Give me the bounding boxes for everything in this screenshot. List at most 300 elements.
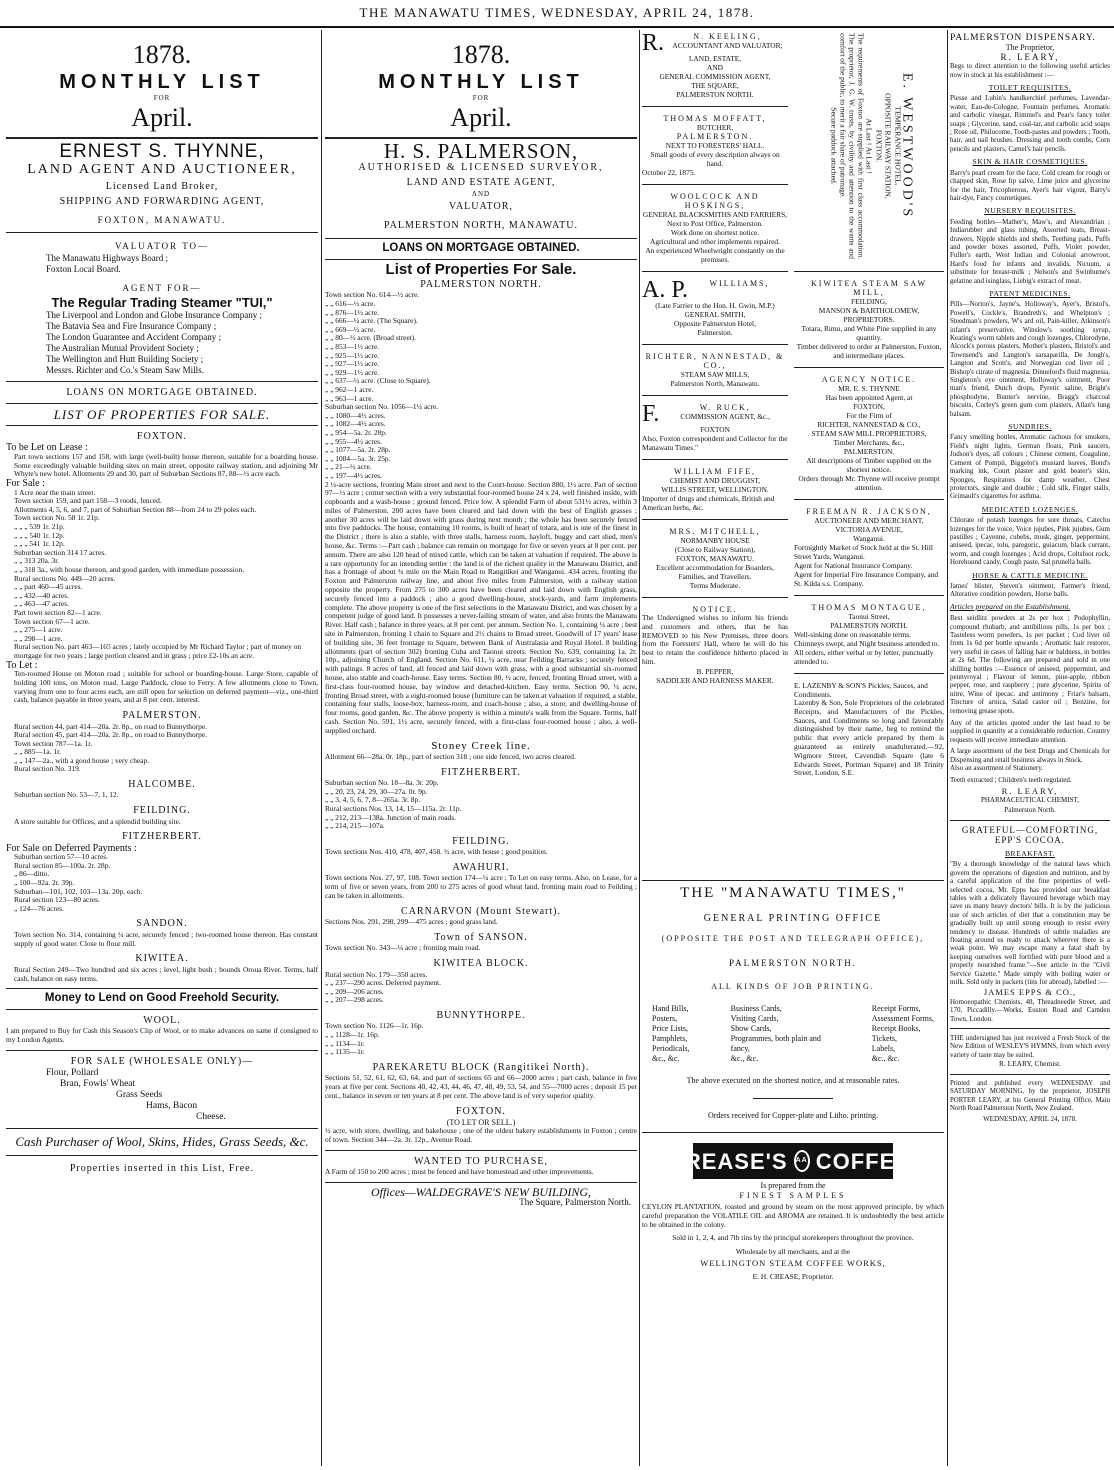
list-item: The Batavia Sea and Fire Insurance Company ; <box>46 321 217 332</box>
list-item: „ „ 963—1 acre. <box>325 393 374 403</box>
jackson-ad <box>794 505 944 590</box>
foxton-sub: (TO LET OR SELL.) <box>446 1117 516 1127</box>
williams-ad <box>642 277 788 339</box>
fitzherbert-heading: FITZHERBERT. <box>122 831 202 843</box>
wool-heading: WOOL. <box>143 1014 181 1026</box>
masthead: THE MANAWATU TIMES, WEDNESDAY, APRIL 24, 1878. <box>359 5 755 20</box>
surveyor-name: H. S. PALMERSON, <box>383 139 579 164</box>
ad-line: GENERAL SMITH, <box>684 310 746 319</box>
list-item: „ „ 207—298 acres. <box>325 995 384 1005</box>
sanson-text: Town section No. 343—¼ acre ; fronting main road. <box>325 943 481 953</box>
rule <box>950 1028 1110 1029</box>
list-item: „ „ 212, 213—138a. Junction of main roads. <box>325 812 456 822</box>
moffatt-ad <box>642 112 788 179</box>
ad-name: AGENCY NOTICE. <box>821 375 917 384</box>
ad-line: PALMERSTON. <box>676 132 754 141</box>
list-item: „ 86—ditto. <box>14 869 50 879</box>
fitzherbert-list <box>6 853 318 913</box>
rule <box>794 271 944 272</box>
any-text: Any of the articles quoted under the last head to be supplied in quantity at a considerable reduction. Country requests will receive immediate attention. <box>950 719 1110 744</box>
ad-line: Fortnightly Market of Stock held at the St. Hill Street Yards, Wanganui. <box>794 543 933 561</box>
rule <box>642 184 788 185</box>
list-item: Suburban section 314 17 acres. <box>14 547 107 557</box>
list-item: „ „ 885—1a. 1r. <box>14 747 61 757</box>
wool-text: I am prepared to Buy for Cash this Season's Clip of Wool, or to make advances on same if consigned to my London Agents. <box>6 1026 318 1045</box>
year: 1878. <box>132 40 192 69</box>
list-item: Price Lists, <box>652 1024 688 1034</box>
printing-office-ad <box>642 875 944 1281</box>
ad-line: Wanganui. <box>853 534 885 543</box>
ad-name: E. LAZENBY & SON'S Pickles, Sauces, and Condiments. <box>794 681 928 699</box>
for-sale: For Sale : <box>6 478 45 490</box>
list-item: „ „ 929—1½ acre. <box>325 367 379 377</box>
ad-line: The requirements of Foxton are supplied with first class accommodation. The proprietor, J. G. W. trusts, by civility and attention to the wants and comfort of the public, to merit a fair share of patronage. <box>838 33 866 259</box>
list-item: „ „ 432—40 acres. <box>14 590 69 600</box>
list-item: &c., &c. <box>730 1054 759 1064</box>
foxton-heading: FOXTON. <box>137 431 187 443</box>
list-item: Rural section No. 319. <box>14 764 81 774</box>
list-item: Suburban section No. 18—8a. 3r. 20p. <box>325 778 439 788</box>
bunnythorpe-list <box>325 1022 637 1056</box>
list-item: Town section 67—1 acre. <box>14 616 90 626</box>
ad-name: THOMAS MONTAGUE, <box>811 603 927 612</box>
list-item: Rural section 45, part 414—20a. 2r. 8p., on road to Bunnythorpe. <box>14 730 207 740</box>
westwood-ad <box>792 30 944 262</box>
finest: FINEST SAMPLES <box>739 1190 847 1200</box>
list-item: „ „ 298—1 acre. <box>14 633 63 643</box>
rule <box>794 673 944 674</box>
ad-line: Also, Foxton correspondent and Collector for the Manawatu Times." <box>642 434 788 452</box>
patent-heading: PATENT MEDICINES. <box>989 288 1071 298</box>
list-heading: List of Properties For Sale. <box>385 260 577 278</box>
coffee-proprietor: E. H. CREASE, Proprietor. <box>752 1271 834 1281</box>
wholesale-text: Wholesale by all merchants, and at the <box>735 1246 851 1256</box>
ad-line: PALMERSTON NORTH. <box>830 621 908 630</box>
list-item: „ „ 669—½ acre. <box>325 324 376 334</box>
ad-line: Orders through Mr. Thynne will receive prompt attention. <box>798 474 940 492</box>
richter-ad <box>642 350 788 390</box>
kiwitea-mill-ad <box>794 277 944 362</box>
ad-initial: R. <box>642 30 665 56</box>
fife-ad <box>642 465 788 514</box>
grateful: GRATEFUL—COMFORTING, <box>961 825 1099 836</box>
ad-line: PROPRIETORS. <box>843 315 895 324</box>
list-item: „ „ 318 3a., with house thereon, and good garden, with immediate possession. <box>14 564 245 574</box>
list-item: Flour, Pollard <box>46 1068 99 1079</box>
ad-line: NORMANBY HOUSE <box>680 536 750 545</box>
ad-line: AND <box>706 63 723 72</box>
list-item: Town section No. 58 1r. 21p. <box>14 513 100 523</box>
month: April. <box>131 103 193 133</box>
stoney-heading: Stoney Creek line. <box>431 739 531 752</box>
leary-name: R. LEARY, <box>1000 51 1060 62</box>
ad-line: BUTCHER, <box>696 123 734 132</box>
column-divider <box>947 30 948 1466</box>
valuator-to: VALUATOR TO— <box>114 240 210 251</box>
for-label: FOR <box>472 94 490 102</box>
list-item: The Manawatu Highways Board ; <box>46 252 168 263</box>
ad-line: FOXTON <box>700 425 730 434</box>
ad-line: AUCTIONEER AND MERCHANT, <box>814 516 924 525</box>
ad-line: GENERAL BLACKSMITHS AND FARRIERS, <box>642 210 788 219</box>
epps-text: "By a thorough knowledge of the natural laws which govern the operations of digestion and nutrition, and by a careful application of the fine properties of well-selected cocoa, Mr. Epps has provided our breakfast tables with a delicately flavoured beverage which may save us many heavy doctors' bills. It is by the judicious use of such articles of diet that a constitution may be gradually built up until strong enough to resist every tendency to disease. Hundreds of subtle maladies are floating around us ready to attack wherever there is a weak point. We may escape many a fatal shaft by keeping ourselves well fortified with pure blood and a properly nourished frame."—See article in the "Civil Service Gazette." Made simply with boiling water or milk. Sold only in packets (tins for abroad), labelled :— <box>950 860 1110 987</box>
list-item: „ „ 80—½ acre. (Broad street). <box>325 333 417 343</box>
ad-line: Timber Merchants, &c., <box>833 438 905 447</box>
list-item: „ „ 209—206 acres. <box>325 986 384 996</box>
list-item: „ „ 925—1½ acre. <box>325 350 379 360</box>
foxton-heading: FOXTON. <box>456 1105 506 1117</box>
monthly-list-heading: MONTHLY LIST <box>378 71 584 93</box>
surveyor-title: AUTHORISED & LICENSED SURVEYOR, <box>358 161 604 173</box>
rule <box>6 381 318 382</box>
assortment-text: A large assortment of the best Drugs and Chemicals for Dispensing and retail business always in Stock. <box>950 747 1110 764</box>
list-item: Receipt Books, <box>871 1024 921 1034</box>
list-item: „ „ 954—5a. 2r. 28p. <box>325 427 387 437</box>
general-printing: GENERAL PRINTING OFFICE <box>703 913 883 925</box>
halcombe-text: Suburban section No. 53—7, 1, 12. <box>14 790 119 800</box>
list-item: „ „ 313 20a. 3r. <box>14 556 60 566</box>
nursery-heading: NURSERY REQUISITES. <box>984 206 1076 216</box>
dispensary-title: PALMERSTON DISPENSARY. <box>950 33 1096 43</box>
sanson-heading: Town of SANSON. <box>434 931 528 943</box>
ad-line: GENERAL COMMISSION AGENT, <box>659 72 771 81</box>
list-item: The Australian Mutual Provident Society ; <box>46 343 199 354</box>
feilding-text: A store suitable for Offices, and a splendid building site. <box>14 816 181 826</box>
list-item: Posters, <box>652 1014 678 1024</box>
money-heading: Money to Lend on Good Freehold Security. <box>44 992 280 1005</box>
list-item: „ „ 1135—1r. <box>325 1047 365 1057</box>
ad-line: FOXTON, <box>853 402 885 411</box>
ad-line: Importer of drugs and chemicals, British and American herbs, &c. <box>642 494 775 512</box>
bunnythorpe-heading: BUNNYTHORPE. <box>436 1009 526 1021</box>
pepper-notice <box>642 603 788 687</box>
list-item: „ „ 3, 4, 5, 6, 7, 8—265a. 3r. 8p. <box>325 795 421 805</box>
executed: The above executed on the shortest notice, and at reasonable rates. <box>686 1076 900 1086</box>
dispensary-column <box>950 30 1110 1466</box>
offices: Offices—WALDEGRAVE'S NEW BUILDING, <box>370 1185 592 1200</box>
rule <box>642 395 788 396</box>
list-item: Rural section No. part 463—165 acres ; lately occupied by Mr Richard Taylor ; part of money on mortgage for two years ; large portion cleared and in grass ; price £2-10s an acre. <box>14 642 302 660</box>
wholesale-heading: FOR SALE (WHOLESALE ONLY)— <box>70 1055 254 1067</box>
list-item: „ „ „ 539 1r. 21p. <box>14 522 65 532</box>
crease-coffee-banner <box>667 1143 919 1179</box>
and-label: AND <box>471 189 491 198</box>
ad-line: Totara, Rimu, and White Pine supplied in any quantity. <box>801 324 937 342</box>
list-item: „ „ 955—4½ acres. <box>325 436 382 446</box>
list-item: Part town section 82—1 acre. <box>14 607 102 617</box>
ad-line: STEAM SAW MILLS, <box>680 370 750 379</box>
rule <box>6 1050 318 1051</box>
to-let-text: Ten-roomed House on Moton road ; suitable for school or boarding-house. Large Store, capable of holding 100 tons, on Moton road. Large Paddock, close to Ferry. A few allotments close to Town, varying from one to four acres each, are still open for selection on deferred payment—viz., one-third cash, balance payable in three years, and at 8 per cent. interest. <box>14 668 318 705</box>
list-item: „ „ 197—4½ acres. <box>325 470 382 480</box>
list-item: &c., &c. <box>652 1054 680 1064</box>
list-item: Town section No. 614—½ acre. <box>325 290 420 300</box>
ad-line: RICHTER, NANNESTAD & CO., <box>817 420 921 429</box>
list-item: „ „ 1080—4½ acres. <box>325 410 386 420</box>
rule <box>642 880 944 881</box>
list-item: Allotments 4, 5, 6, and 7, part of Suburban Section 88—from 24 to 29 poles each. <box>14 504 257 514</box>
ad-line: THE SQUARE, <box>691 81 739 90</box>
ad-line: LAND, ESTATE, <box>688 54 742 63</box>
stoney-text: Allotment 66—28a. 0r. 18p., part of section 318 ; one side fenced, two acres cleared. <box>325 752 576 762</box>
list-item: „ „ 927—1½ acre. <box>325 359 379 369</box>
ad-line: Work done on shortest notice. <box>670 228 760 237</box>
ad-line: All descriptions of Timber supplied on the shortest notice. <box>806 456 932 474</box>
ad-line: October 22, 1875. <box>642 168 696 177</box>
ad-line: Palmerston North, Manawatu. <box>670 379 760 388</box>
list-item: Suburban section No. 1056—1¼ acre. <box>325 402 439 412</box>
agent-list <box>6 310 318 376</box>
rule <box>794 595 944 596</box>
list-item: „ „ 237—290 acres. Deferred payment. <box>325 978 441 988</box>
palmerston-list <box>6 723 318 775</box>
carnarvon-text: Sections Nos. 291, 298, 299—475 acres ; good grass land. <box>325 917 498 927</box>
list-item: Assessment Forms, <box>871 1014 934 1024</box>
list-item: „ „ 637—½ acre. (Close to Square). <box>325 376 431 386</box>
ad-name: KIWITEA STEAM SAW MILL, <box>810 279 927 297</box>
thynne-column <box>6 30 318 1466</box>
ad-initial: F. <box>642 401 660 427</box>
ad-line: PALMERSTON NORTH. <box>676 90 754 99</box>
list-item: Show Cards, <box>730 1024 772 1034</box>
rule <box>794 499 944 500</box>
ad-line: MANSON & BARTHOLOMEW, <box>818 306 920 315</box>
list-item: The Liverpool and London and Globe Insurance Company ; <box>46 310 262 321</box>
ad-name: W. RUCK, <box>699 403 751 412</box>
ad-name: N. KEELING, <box>693 32 762 41</box>
list-item: The London Guarantee and Accident Company ; <box>46 332 221 343</box>
establishment-text: Best seidlitz powders at 2s per box ; Podophyllin, compound rhubarb, and antibilious pills, 1s per box ; Tasteless worm powders, 1s per packet ; Cod liver oil from 1s 6d per bottle upwards ; Aromatic hair restorer, very useful in cases of falling hair or baldness, in bottles at 2s 6d. The following are prepared and sold in one shilling bottles :—Essence of aniseed, peppermint, and pennyroyal ; Flavour of lemon, pine-apple, ribbon pepper, rose, and raspberry ; pure glycerine, Spirits of nitre, Wine of ipecac. and antimony ; Friar's balsam, Tincture of arnica, Salad castor oil ; Benzine, for removing grease spots. <box>950 614 1110 715</box>
ad-line: CHEMIST AND DRUGGIST, <box>669 476 761 485</box>
list-item: „ „ 666—¼ acre. (The Square). <box>325 316 418 326</box>
all-kinds: ALL KINDS OF JOB PRINTING. <box>711 982 875 992</box>
list-item: „ „ 147—2a., with a good house ; very cheap. <box>14 755 150 765</box>
fitzherbert-heading: FITZHERBERT. <box>441 766 521 778</box>
crease-left: CREASE'S <box>667 1148 788 1174</box>
establishment-heading: Articles prepared on the Establishment. <box>950 601 1071 611</box>
pn-text: 2 ½-acre sections, fronting Main street and next to the Court-house. Section 880, 1½ acre. Part of section 97—½ acre ; corner section with a very substantial four-roomed house 24 x 24, well finished inside, with cupboards and a wash-house ; ground fenced. Price low. A splendid Farm of about 531½ acres, within 3 miles of Palmerston. 200 acres have been cleared and laid down with the best of English grasses ; another 30 acres will be laid down with grass during next month ; the whole has been securely fenced into five paddocks. The house, containing 10 rooms, is built of heart of totara, and is one of the finest in the District ; there is also a stable, with three stalls, harness room, hayloft, buggy and cart shed, men's house, &c. Terms :—Part cash ; balance can remain on mortgage for five or seven years at 8 per cent. per annum. There are also 120 head of mixed cattle, which can be taken at valuation if required. The above is a rare opportunity for an intending settler : the land is of the richest quality in the Manawatu District, and has a frontage of about ¾ mile on the Main Road to Rangitikei and Wanganui. 434 acres, fronting the Foxton and Palmerston railway line, and about five miles from Palmerston, with a railway station opposite the property. From 275 to 300 acres have been cleared and laid down with English grass, securely fenced into a paddock ; also a good dwelling-house, stock-yards, and farm implements complete. The above property is one of the first selections in the Manawatu District, and was chosen by a competent judge of good land. It possesses a never-failing stream of water, and also fronts the Manawatu River. Half cash ; balance in three years, at 8 per cent. per annum. Section No. 1, containing ¼ acre ; best site in Palmerston, fronting 1 chain to Square and 2½ chains to Broad street. Goodwill of 17 years' lease of building site, 36 feet frontage to Square, between Bank of Australasia and Royal Hotel. 8 building allotments (part of section 302) fronting Cuba and Taonui streets. Section No. 639, containing 1a. 2r. 10p., adjoining Church of England. Section No. 611, ¼ acre, near Feilding Barracks ; securely fenced with palings. 8 acres of land, all fenced and laid down with grass, with a good substantial six-roomed house, also stable and coach-house. Easy terms. Section 80, ½ acre, fenced, fronting Broad street, with a first-class four-roomed house, bay window and detached-kitchen. Easy terms. Section 90, ¼ acre, fronting Broad street, with a eight-roomed house (furniture can be taken at valuation if required, a stable, containing four stalls, loose-box, harness-room, and coach-house ; also, a store, and dwelling-house of four rooms, good garden, &c. The above property is within a minute's walk from the Square. Terms, half cash. Section No. 591, 1½ acre, securely fenced, with a first-class four-roomed house ; also, a well-supplied orchard. <box>325 479 637 735</box>
ad-line: Agricultural and other implements repaired. <box>650 237 780 246</box>
ad-line: At Last ! At Last ! <box>864 118 874 174</box>
halcombe-heading: HALCOMBE. <box>128 779 196 791</box>
list-item: Programmes, both plain and fancy, <box>730 1034 821 1054</box>
ad-name: RICHTER, NANNESTAD, & CO., <box>645 352 785 370</box>
received-text: THE undersigned has just received a Fresh Stock of the New Edition of WESLEY'S HYMNS, from which every variety of taste may be suited. <box>950 1034 1110 1059</box>
list-item: Town section 787—1a. 1r. <box>14 738 93 748</box>
rule <box>325 1150 637 1151</box>
column-divider <box>639 30 640 1466</box>
ad-line: FEILDING, <box>851 297 887 306</box>
ad-line: Opposite Palmerston Hotel, <box>674 319 756 328</box>
square-address: The Square, Palmerston North. <box>519 1196 631 1207</box>
woolcock-ad <box>642 190 788 266</box>
crease-badge-icon: AA <box>794 1150 810 1172</box>
list-item: Town section 159, and part 158—3 roods, fenced. <box>14 496 162 506</box>
column-divider <box>321 30 322 1466</box>
ad-line: (Late Farrier to the Hon. H. Gwin, M.P.) <box>655 301 775 310</box>
list-item: „ „ 853—1½ acre. <box>325 342 379 351</box>
westwood-rotated <box>828 33 915 259</box>
rule <box>950 1074 1110 1075</box>
list-item: Tickets, <box>871 1034 898 1044</box>
list-item: Hand Bills, <box>652 1004 689 1014</box>
rule <box>6 137 318 139</box>
rule <box>6 232 318 233</box>
list-item: „ „ 21—½ acre. <box>325 462 372 472</box>
rule <box>6 1009 318 1010</box>
feilding-heading: FEILDING. <box>133 805 191 817</box>
rule <box>950 820 1110 821</box>
rule <box>325 259 637 260</box>
list-item: &c., &c. <box>871 1054 900 1064</box>
sundries-heading: SUNDRIES. <box>1008 422 1052 432</box>
printing-col <box>872 1004 934 1064</box>
valuator: VALUATOR, <box>449 201 513 213</box>
lazenby-ad <box>794 679 944 780</box>
ad-line: MR. E. S. THYNNE <box>838 384 900 393</box>
ad-name: NOTICE. <box>692 605 738 614</box>
printing-list <box>642 1004 944 1064</box>
rule <box>642 459 788 460</box>
ad-name: FREEMAN R. JACKSON, <box>806 507 932 516</box>
ad-line: COMMISSION AGENT, &c., <box>680 412 770 421</box>
kiwitea-text: Rural Section 249—Two hundred and six acres ; level, light bush ; bounds Oroua River. Terms, half cash, balance on easy terms. <box>14 964 318 983</box>
for-label: FOR <box>153 94 171 102</box>
parekaretu-heading: PAREKARETU BLOCK (Rangitikei North). <box>372 1061 590 1073</box>
place: FOXTON, MANAWATU. <box>97 214 227 225</box>
ad-line: FOXTON. <box>874 129 884 163</box>
rule <box>6 988 318 989</box>
wanted-text: A Farm of 150 to 200 acres ; must be fenced and have homestead and other improvements. <box>325 1167 594 1177</box>
sundries-text: Fancy smelling bottles, Aromatic cachous for smokers, Field's night lights, German floats, Pink saucers, Judson's dyes, all colours ; Chinese cement, Coaguline, Cement of Pompii, Biggelot's mustard leaves, Bond's marking ink, Court plaster and gold beater's skin, Sponges, Respirators for damp weather, Chest protectors, single and double ; Cold silk, Finger stalls, Grimault's cigarettes for asthma. <box>950 433 1110 501</box>
surveyor-line2: LAND AND ESTATE AGENT, <box>406 176 556 188</box>
palmerson-column <box>325 30 637 1466</box>
sandon-text: Town section No. 314, containing ¼ acre, securely fenced ; two-roomed house thereon. Has constant supply of good water. Close to flour mill. <box>14 929 318 948</box>
ad-name: WOOLCOCK AND HOSKINGS, <box>670 192 760 210</box>
ad-line: STEAM SAW MILL PROPRIETORS, <box>811 429 927 438</box>
horse-text: James' blister, Steven's ointment, Farmer's friend, Alterative condition powders, Horse balls. <box>950 581 1110 599</box>
rule <box>6 1155 318 1156</box>
printing-pn: PALMERSTON NORTH. <box>729 958 857 969</box>
list-item: „ „ 214, 215—107a. <box>325 821 385 831</box>
wholesale-list <box>6 1068 318 1123</box>
mitchell-ad <box>642 525 788 592</box>
rule <box>6 425 318 426</box>
list-item: Business Cards, <box>730 1004 782 1014</box>
ad-line: An experienced Wheelwright constantly on the premises. <box>645 246 785 264</box>
opposite: (OPPOSITE THE POST AND TELEGRAPH OFFICE), <box>661 934 925 944</box>
rule <box>6 403 318 404</box>
list-heading: LIST OF PROPERTIES FOR SALE. <box>53 406 271 422</box>
list-item: Rural sections No. 449—20 acres. <box>14 573 116 583</box>
ad-line: For the Firm of <box>846 411 892 420</box>
lozenge-text: Chlorate of potash lozenges for sore throats, Catechu lozenges for the voice, Voice jujubes, Pink jujubes, Gum pastilles ; Cayenne, cubebs, musk, ginger, peppermint, aniseed, ipecac, tolu, paregoric, guiacum, black currant, worm, and cough lozenges ; Acid drops, Coltsfoot rock, Horehound candy, Cough paste, Sal prunella balls. <box>950 516 1110 567</box>
nursery-text: Feeding bottles—Mather's, Maw's, and Alexandrian ; Indiarubber and glass tubing, Assorted teats, Breast-drawers, Nipple shields and shells, Teething pads, Puffs and powder boxes assorted, Puffs, Violet powder, Fuller's earth, West Indian and Colonial arrowroot, Hard's food for infants and invalids, Nicuum, a substitute for breast-milk ; Nelson's and Swinburne's gelatine and isinglass, Liebig's extract of meat. <box>950 217 1110 285</box>
list-item: Pamphlets, <box>652 1034 688 1044</box>
leary-chemist: R. LEARY, Chemist. <box>998 1059 1062 1069</box>
list-item: „ „ 463—47 acres. <box>14 599 69 609</box>
montague-ad <box>794 601 944 668</box>
pn-heading: PALMERSTON NORTH. <box>420 279 542 291</box>
agent-name: ERNEST S. THYNNE, <box>59 141 265 163</box>
rule <box>794 367 944 368</box>
teeth-text: Teeth extracted ; Children's teeth regulated. <box>950 775 1072 784</box>
coffee-works: WELLINGTON STEAM COFFEE WORKS, <box>700 1258 886 1269</box>
sold-text: Sold in 1, 2, 4, and 7lb tins by the principal storekeepers throughout the province. <box>672 1233 914 1243</box>
ceylon-text: CEYLON PLANTATION, roasted and ground by steam on the most approved principle, by which careful preparation the VOLATILE OIL and AROMA are retained. It is undoubtedly the best article to be obtained in the colony. <box>642 1202 944 1229</box>
ad-line: Taonui Street, <box>848 612 890 621</box>
wanted-heading: WANTED TO PURCHASE, <box>414 1155 548 1167</box>
agent-for: AGENT FOR— <box>122 282 202 293</box>
list-item: „ „ 1082—4½ acres. <box>325 419 386 429</box>
list-item: Labels, <box>871 1044 896 1054</box>
monthly-list-heading: MONTHLY LIST <box>59 71 265 93</box>
leary-name-2: R. LEARY, <box>1001 785 1059 796</box>
list-item: 1 Acre near the main street. <box>14 487 96 497</box>
toilet-heading: TOILET REQUISITES. <box>988 83 1072 93</box>
lozenge-heading: MEDICATED LOZENGES. <box>981 504 1079 514</box>
ad-line: WILLIS STREET, WELLINGTON. <box>661 485 769 494</box>
pharm-pn: Palmerston North. <box>1004 805 1056 814</box>
rule <box>642 519 788 520</box>
ad-line: NEXT TO FORESTERS' HALL. <box>665 141 765 150</box>
ad-line: OPPOSITE RAILWAY STATION, <box>883 93 893 199</box>
crease-right: COFFEE. <box>815 1148 919 1174</box>
masthead-rule <box>0 26 1114 28</box>
ad-line: Secure paddock attached. <box>828 107 838 185</box>
rule <box>753 1098 833 1099</box>
advertisements-column <box>642 30 944 1466</box>
let-text: Part town sections 157 and 158, with large (well-built) house thereon, suitable for a boarding house. Some exceedingly valuable building sites on main street, opposite railway station, and adjoining Mr Whyte's new hotel. Allotments 29 and 30, part of Suburban Sections 87, 88—½ acre each. <box>14 451 318 479</box>
foxton-text: ½ acre, with store, dwelling, and bakehouse ; one of the oldest bakery establishments in Foxton ; centre of town. Section 344—2a. 3r. 12p., Avenue Road. <box>325 1126 637 1145</box>
list-item: The Wellington and Hutt Building Society ; <box>46 354 204 365</box>
awahuri-text: Town sections Nos. 27, 97, 108. Town section 174—¼ acre ; To Let on easy terms. Also, on Lease, for a term of five or seven years, from 200 to 275 acres of good wheat land, fronting main road to Feilding ; can be taken in allotments. <box>325 873 637 900</box>
ad-line: Agent for Imperial Fire Insurance Company, and St. Kilda s.s. Company. <box>794 570 939 588</box>
list-item: Cheese. <box>196 1112 226 1123</box>
epps-cocoa: EPP'S COCOA. <box>994 834 1066 845</box>
feilding-text: Town sections Nos. 410, 478, 407, 458. ½ acre, with house ; good position. <box>325 847 548 857</box>
shipping: SHIPPING AND FORWARDING AGENT, <box>59 195 265 207</box>
skin-text: Barry's pearl cream for the face, Cold cream for rough or chapped skin, Rose lip salve, Lime juice and glycerine for the hair, Tricopherous, Ayer's hair vigour, Barry's hair-dye, Fancy cosmetiques. <box>950 168 1110 202</box>
ad-line: Excellent accommodation for Boarders, Families, and Travellers. <box>656 563 774 581</box>
feilding-heading: FEILDING. <box>452 835 510 847</box>
list-item: „ „ 1084—5a. 3r. 25p. <box>325 453 391 463</box>
list-item: „ 124—76 acres. <box>14 903 64 913</box>
list-item: Rural section 123—80 acres. <box>14 895 100 905</box>
month: April. <box>450 103 512 133</box>
kiwitea-heading: KIWITEA BLOCK. <box>433 958 529 970</box>
list-item: „ „ 876—1½ acre. <box>325 307 379 317</box>
ad-name: WILLIAM FIFE, <box>674 467 756 476</box>
list-item: „ „ 962—1 acre. <box>325 384 374 394</box>
list-item: Rural section 85—100a. 2r. 28p. <box>14 860 111 870</box>
ad-line: FOXTON, MANAWATU. <box>676 554 754 563</box>
pharm-chemist: PHARMACEUTICAL CHEMIST, <box>980 796 1079 805</box>
rule <box>642 106 788 107</box>
list-item: Rural section No. 179—350 acres. <box>325 969 428 979</box>
list-item: Suburban section 57—10 acres. <box>14 852 109 862</box>
rule <box>6 1128 318 1129</box>
copper: Orders received for Copper-plate and Litho. printing. <box>707 1110 878 1120</box>
skin-heading: SKIN & HAIR COSMETIQUES. <box>972 157 1088 167</box>
list-item: „ „ 20, 23, 24, 29, 30—27a. 0r. 9p. <box>325 786 428 796</box>
rule <box>325 238 637 239</box>
ad-line: Timber delivered to order at Palmerston, Foxton, and intermediate places. <box>796 342 942 360</box>
list-item: Receipt Forms, <box>871 1004 921 1014</box>
ad-name: WILLIAMS, <box>709 279 770 288</box>
list-item: Rural sections Nos. 13, 14, 15—115a. 2r. 11p. <box>325 804 462 813</box>
rule <box>642 271 788 272</box>
